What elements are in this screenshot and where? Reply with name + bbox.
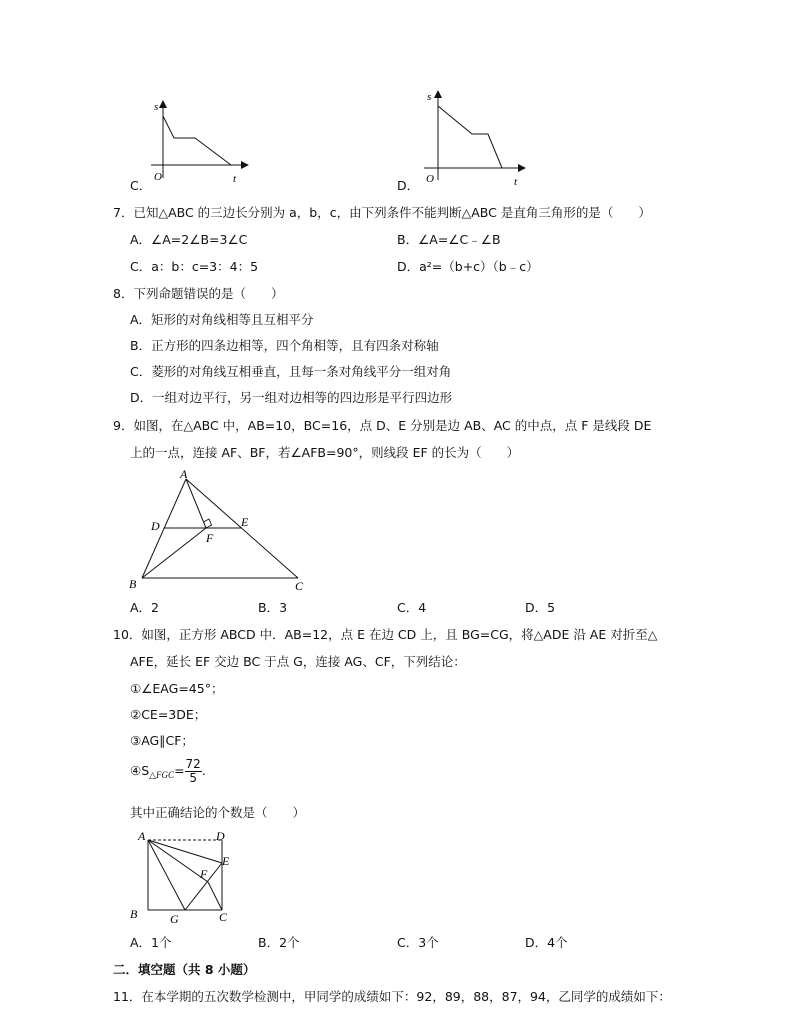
- q7-option-a: A．∠A=2∠B=3∠C: [130, 232, 248, 247]
- q6-graph-c: [145, 96, 255, 188]
- q6c-s-label: s: [154, 101, 159, 113]
- q10-segment-cf: [208, 882, 222, 910]
- q10-c4-numerator: 72: [185, 757, 201, 771]
- q10-label-d: D: [216, 829, 225, 843]
- q7-option-d: D．a²=（b+c）（b﹣c）: [397, 259, 539, 274]
- q6d-t-label: t: [514, 176, 518, 188]
- q10-label-g: G: [170, 912, 179, 926]
- q6-option-c-label: C．: [130, 178, 152, 193]
- q10-label-c: C: [219, 910, 228, 924]
- q10-c4-subscript: △FGC: [149, 770, 175, 780]
- q10-segment-ae: [148, 840, 222, 863]
- q9-label-b: B: [129, 577, 137, 591]
- q9-segment-af: [186, 479, 206, 528]
- q9-option-c: C．4: [397, 600, 427, 615]
- q10-figure: [126, 826, 246, 926]
- q10-c4-fraction: [185, 758, 202, 785]
- q10-c4-equals: =: [174, 763, 185, 778]
- q10-conclusion-4: [130, 758, 206, 785]
- q9-stem-line1: 9．如图，在△ABC 中，AB=10，BC=16，点 D、E 分别是边 AB、AC 的中点，点 F 是线段 DE: [113, 418, 652, 433]
- q9-label-d: D: [151, 519, 160, 533]
- q7-option-b: B．∠A=∠C﹣∠B: [397, 232, 501, 247]
- q10-c4-end: .: [201, 763, 206, 778]
- q6-option-d-label: D．: [397, 178, 420, 193]
- q9-stem-line2: 上的一点，连接 AF、BF，若∠AFB=90°，则线段 EF 的长为（ ）: [130, 445, 520, 460]
- q10-option-b: B．2个: [258, 935, 300, 950]
- q10-option-a: A．1个: [130, 935, 172, 950]
- q10-label-f: F: [200, 867, 208, 881]
- q8-option-c: C．菱形的对角线互相垂直，且每一条对角线平分一组对角: [130, 364, 452, 379]
- q6d-curve: [438, 106, 502, 168]
- q10-segment-ag: [148, 840, 185, 910]
- q10-stem-line1: 10．如图，正方形 ABCD 中．AB=12，点 E 在边 CD 上，且 BG=CG，将△ADE 沿 AE 对折至△: [113, 627, 658, 642]
- q10-option-d: D．4个: [525, 935, 568, 950]
- q7-option-c: C．a：b：c=3：4：5: [130, 259, 259, 274]
- q10-label-e: E: [222, 854, 230, 868]
- q9-label-c: C: [295, 579, 304, 592]
- q9-option-d: D．5: [525, 600, 556, 615]
- q9-option-b: B．3: [258, 600, 288, 615]
- q9-segment-bf: [142, 528, 206, 578]
- q9-label-a: A: [180, 467, 188, 481]
- q6d-origin-label: O: [426, 173, 434, 185]
- q10-stem-line2: AFE，延长 EF 交边 BC 于点 G，连接 AG、CF，下列结论：: [130, 654, 466, 669]
- q7-stem: 7．已知△ABC 的三边长分别为 a，b，c，由下列条件不能判断△ABC 是直角三角形的是（ ）: [113, 205, 651, 220]
- q10-conclusion-2: ②CE=3DE；: [130, 707, 207, 722]
- q10-label-a: A: [138, 829, 146, 843]
- q8-stem: 8．下列命题错误的是（ ）: [113, 286, 284, 301]
- q10-ask: 其中正确结论的个数是（ ）: [130, 805, 306, 820]
- q8-option-d: D．一组对边平行，另一组对边相等的四边形是平行四边形: [130, 390, 453, 405]
- q10-c4-denominator: 5: [189, 771, 197, 785]
- q6d-s-label: s: [427, 91, 432, 103]
- q10-option-c: C．3个: [397, 935, 439, 950]
- q9-label-f: F: [206, 531, 214, 545]
- q6c-curve: [163, 116, 231, 165]
- q11-stem: 11．在本学期的五次数学检测中，甲同学的成绩如下：92，89，88，87，94，乙同学的成绩如下：: [113, 989, 671, 1004]
- section-2-title: 二．填空题（共 8 小题）: [113, 962, 256, 977]
- q10-c4-prefix: ④S: [130, 763, 150, 778]
- q9-label-e: E: [241, 515, 249, 529]
- q8-option-b: B．正方形的四条边相等，四个角相等，且有四条对称轴: [130, 338, 439, 353]
- q9-option-a: A．2: [130, 600, 160, 615]
- q9-figure: [125, 466, 315, 592]
- q10-segment-af: [148, 840, 208, 882]
- q6c-origin-label: O: [154, 171, 162, 183]
- q10-conclusion-1: ①∠EAG=45°；: [130, 681, 224, 696]
- q8-option-a: A．矩形的对角线相等且互相平分: [130, 312, 314, 327]
- q6-graph-d: [418, 88, 528, 188]
- q10-label-b: B: [130, 907, 138, 921]
- q6c-t-label: t: [233, 173, 237, 185]
- q10-conclusion-3: ③AG∥CF；: [130, 733, 194, 748]
